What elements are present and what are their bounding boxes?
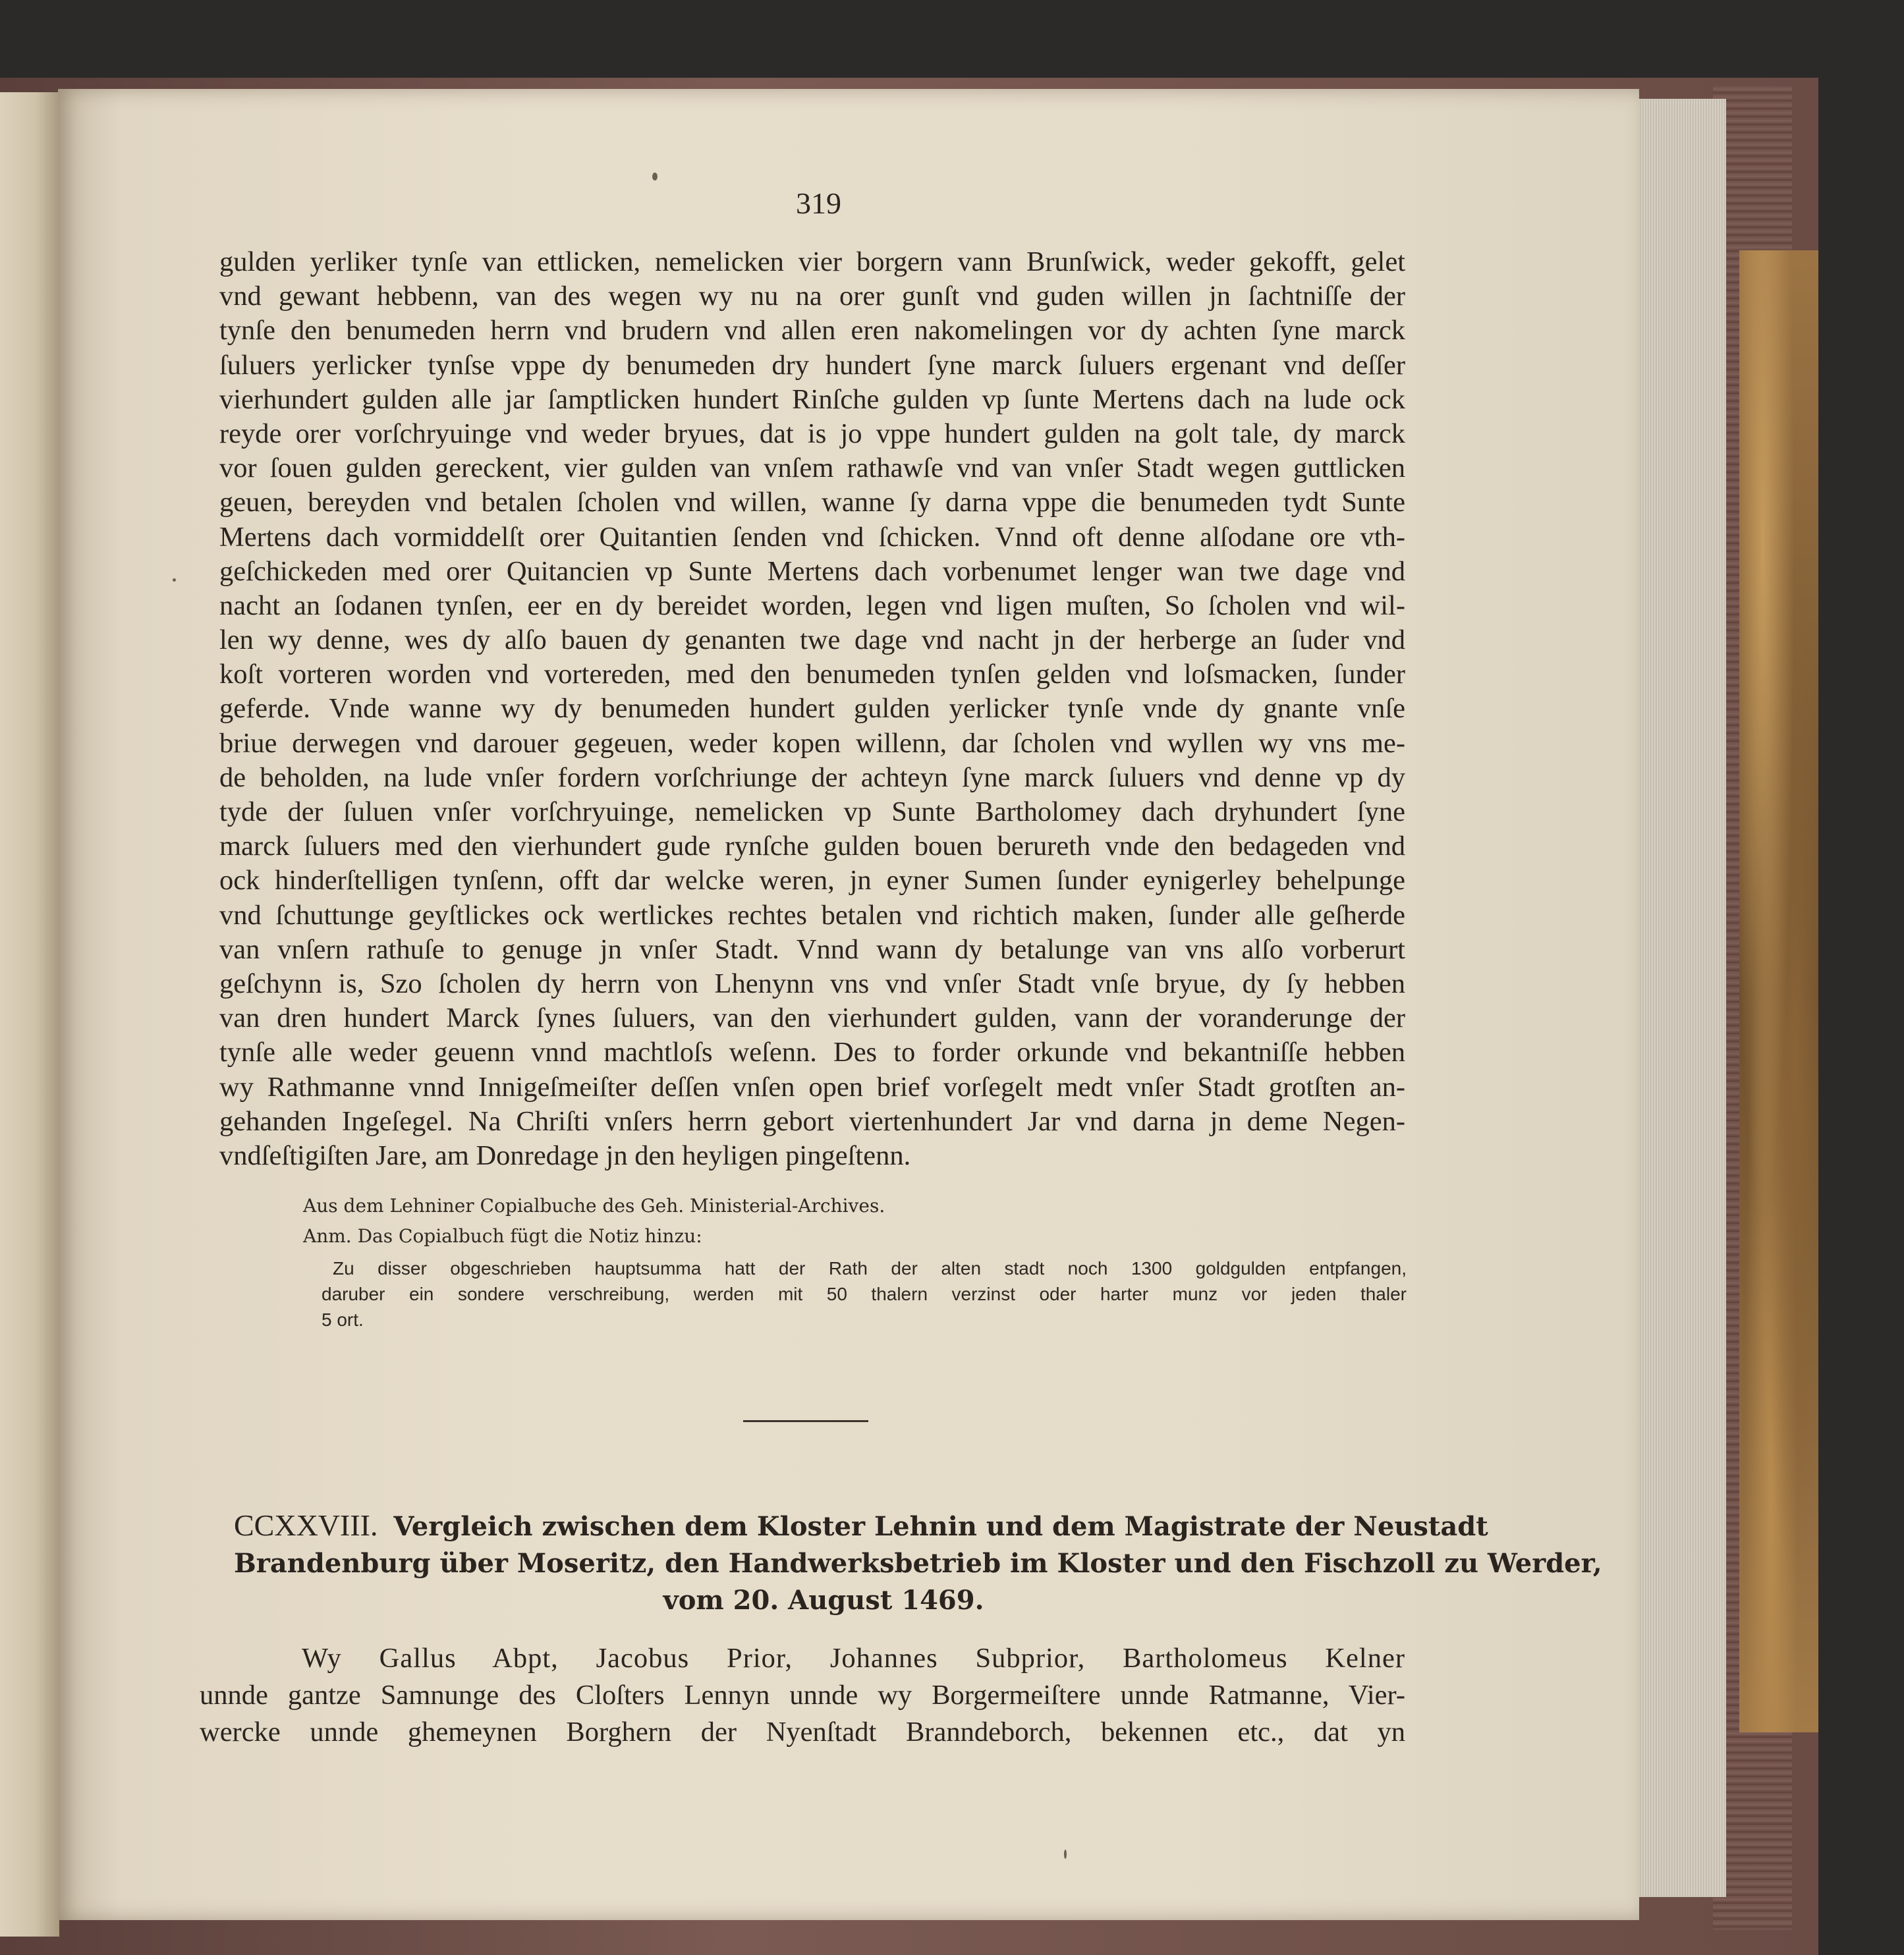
heading-line-1 <box>234 1507 1488 1545</box>
section-heading <box>234 1507 1602 1619</box>
body-line: tyde der ſuluen vnſer vorſchryuinge, nemelicken vp Sunte Bartholomey dach dryhundert ſyne <box>219 796 1405 827</box>
document-body <box>219 245 1405 1173</box>
body-line: len wy denne, wes dy alſo bauen dy genanten twe dage vnd nacht jn der herberge an ſuder vnd <box>219 624 1405 656</box>
body-line: van dren hundert Marck ſynes ſuluers, van den vierhundert gulden, vann der voranderunge der <box>219 1003 1405 1034</box>
body-line: vndſeſtigiſten Jare, am Donredage jn den heyligen pingeſtenn. <box>219 1140 911 1171</box>
body-line: ock hinderſtelligen tynſenn, offt dar welcke weren, jn eyner Sumen ſunder eynigerley behelpunge <box>219 865 1405 896</box>
body-line: reyde orer vorſchryuinge vnd weder bryues, dat is jo vppe hundert gulden na golt tale, dy marck <box>219 418 1405 449</box>
body-line: Mertens dach vormiddelſt orer Quitantien ſenden vnd ſchicken. Vnnd oft denne alſodane ore vth- <box>219 521 1405 553</box>
body-line: nacht an ſodanen tynſen, eer en dy bereidet worden, legen vnd ligen muſten, So ſcholen vnd wil- <box>219 590 1405 621</box>
body-line: tynſe alle weder geuenn vnnd machtloſs weſenn. Des to forder orkunde vnd bekantniſſe hebben <box>219 1037 1405 1068</box>
footnote-block <box>322 1255 1407 1333</box>
body-line: vnd gewant hebbenn, van des wegen wy nu na orer gunſt vnd guden willen jn ſachtniſſe der <box>219 281 1405 312</box>
section-divider <box>743 1420 868 1422</box>
body-line: gehanden Ingeſegel. Na Chriſti vnſers herrn gebort viertenhundert Jar vnd darna jn deme Negen- <box>219 1105 1405 1137</box>
body-line: tynſe den benumeden herrn vnd brudern vnd allen eren nakomelingen vor dy achten ſyne marck <box>219 315 1405 346</box>
paper-speck <box>1064 1850 1067 1859</box>
body-line: marck ſuluers med den vierhundert gude rynſche gulden bouen berureth vnde den bedageden vnd <box>219 831 1405 862</box>
heading-date-line: vom 20. August 1469. <box>663 1585 984 1616</box>
page-stack-edge <box>1634 99 1726 1897</box>
paper-speck <box>652 173 658 180</box>
body-line: geſchynn is, Szo ſcholen dy herrn von Lhenynn vns vnd vnſer Stadt vnſe bryue, dy ſy hebben <box>219 968 1405 999</box>
body-line: geuen, bereyden vnd betalen ſcholen vnd willen, wanne ſy darna vppe die benumeden tydt Sunte <box>219 487 1405 518</box>
page-number: 319 <box>796 186 841 220</box>
body-line: de beholden, na lude vnſer fordern vorſchriunge der achteyn ſyne marck ſuluers vnd denne vp dy <box>219 761 1405 793</box>
body-line: geſchickeden med orer Quitancien vp Sunte Mertens dach vorbenumet lenger wan twe dage vnd <box>219 555 1405 587</box>
body-line: van vnſern rathuſe to genuge jn vnſer Stadt. Vnnd wann dy betalunge van vns alſo vorberurt <box>219 933 1405 965</box>
body-line: gulden yerliker tynſe van ettlicken, nemelicken vier borgern vann Brunſwick, weder gekofft, gelet <box>219 246 1405 277</box>
section-number: CCXXVIII. <box>234 1508 378 1542</box>
source-citation: Aus dem Lehniner Copialbuche des Geh. Ministerial-Archives. <box>303 1195 885 1217</box>
body-line: wy Rathmanne vnnd Innigeſmeiſter deſſen vnſen open brief vorſegelt medt vnſer Stadt grotſten an- <box>219 1071 1405 1103</box>
body-line: vierhundert gulden alle jar ſamptlicken hundert Rinſche gulden vp ſunte Mertens dach na lude ock <box>219 383 1405 415</box>
heading-line-2: Brandenburg über Moseritz, den Handwerksbetrieb im Kloster und den Fischzoll zu Werder, <box>234 1548 1602 1579</box>
footnote-line: daruber ein sondere verschreibung, werden mit 50 thalern verzinst oder harter munz vor jeden thaler <box>322 1284 1407 1304</box>
opening-line: unnde gantze Samnunge des Cloſters Lennyn unnde wy Borgermeiſtere unnde Ratmanne, Vier- <box>200 1680 1405 1711</box>
body-line: vor ſouen gulden gereckent, vier gulden van vnſem rathawſe vnd van vnſer Stadt wegen guttlicken <box>219 453 1405 484</box>
body-line: ſuluers yerlicker tynſse vppe dy benumeden dry hundert ſyne marck ſuluers ergenant vnd deſſer <box>219 349 1405 381</box>
body-line: geferde. Vnde wanne wy dy benumeden hundert gulden yerlicker tynſe vnde dy gnante vnſe <box>219 693 1405 725</box>
annotation-label: Anm. Das Copialbuch fügt die Notiz hinzu: <box>303 1225 702 1247</box>
footnote-line: Zu disser obgeschrieben hauptsumma hatt der Rath der alten stadt noch 1300 goldgulden entpfangen, <box>333 1258 1407 1279</box>
document-opening <box>200 1640 1405 1751</box>
body-line: vnd ſchuttunge geyſtlickes ock wertlickes rechtes betalen vnd richtich maken, ſunder alle geſherde <box>219 899 1405 931</box>
heading-title-part-1: Vergleich zwischen dem Kloster Lehnin und dem Magistrate der Neustadt <box>393 1511 1488 1542</box>
marbled-endpaper <box>1739 250 1818 1732</box>
left-page-edge <box>0 92 59 1937</box>
body-line: briue derwegen vnd darouer gegeuen, weder kopen willenn, dar ſcholen vnd wyllen wy vns me- <box>219 727 1405 759</box>
footnote-line: 5 ort. <box>322 1309 364 1330</box>
paper-speck <box>173 578 176 582</box>
opening-line: wercke unnde ghemeynen Borghern der Nyenſtadt Branndeborch, bekennen etc., dat yn <box>200 1717 1405 1748</box>
opening-line: Wy Gallus Abpt, Jacobus Prior, Johannes Subprior, Bartholomeus Kelner <box>302 1643 1405 1674</box>
body-line: koſt vorteren worden vnd vortereden, med den benumeden tynſen gelden vnd loſsmacken, ſunder <box>219 659 1405 690</box>
